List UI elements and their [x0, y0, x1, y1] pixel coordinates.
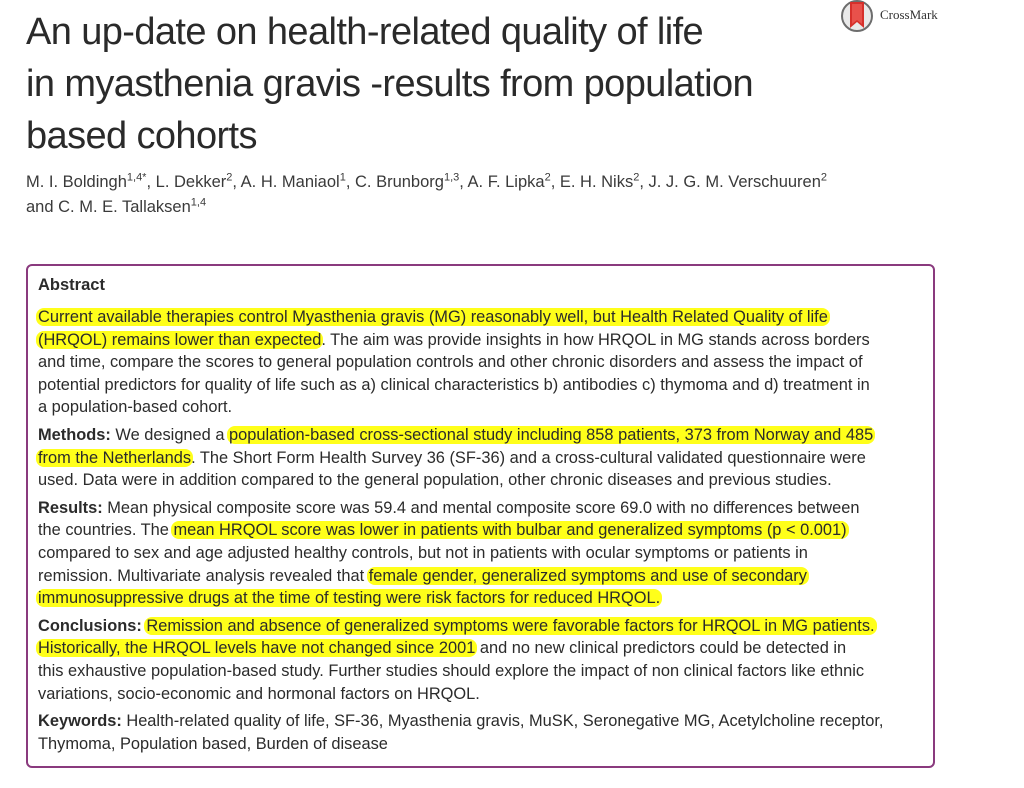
author-name: C. M. E. Tallaksen: [58, 198, 191, 216]
author-list: [26, 170, 926, 220]
author-name: L. Dekker: [155, 173, 227, 191]
abstract-conclusions: [38, 615, 931, 705]
highlighted-text: population-based cross-sectional study including 858 patients, 373 from Norway and 485: [229, 425, 874, 444]
keyword-list: Thymoma, Population based, Burden of disease: [38, 734, 388, 753]
author-affiliation: 1,4: [190, 196, 207, 209]
author-line-2: [26, 195, 926, 220]
author-line-1: M. I. Boldingh$^{1,4*}$, L. Dekker$^2$, A. H. Maniaol$^1$, C. Brunborg$^{1,3}$, A. F. Lipka$^2$, E. H. Niks$^2$, J. J. G. M. Verschuuren$^2$: [26, 171, 828, 191]
section-label: Conclusions:: [38, 616, 142, 635]
title-line-2: in myasthenia gravis -results from population: [26, 63, 754, 105]
abstract-text: and time, compare the scores to general population controls and other chronic disorders and assess the impact of: [38, 353, 863, 372]
author-name: J. J. G. M. Verschuuren: [648, 173, 821, 191]
author-affiliation: 2: [226, 171, 233, 184]
abstract-text: compared to sex and age adjusted healthy controls, but not in patients with ocular symptoms or patients in: [38, 543, 808, 562]
section-label: Results:: [38, 498, 103, 517]
section-label: Keywords:: [38, 712, 122, 731]
crossmark-badge[interactable]: [840, 0, 938, 34]
highlighted-text: (HRQOL) remains lower than expected: [38, 330, 322, 349]
author-affiliation: 1,3: [443, 171, 460, 184]
author-name: A. F. Lipka: [467, 173, 545, 191]
author-name: E. H. Niks: [559, 173, 634, 191]
author-and: and: [26, 198, 54, 216]
author-name: A. H. Maniaol: [240, 173, 340, 191]
abstract-text: remission. Multivariate analysis revealed that: [38, 566, 365, 585]
abstract-text: potential predictors for quality of life such as a) clinical characteristics b) antibodies c) thymoma and d) treatment in: [38, 375, 870, 394]
abstract-text: Mean physical composite score was 59.4 and mental composite score 69.0 with no differences between: [107, 498, 860, 517]
keyword-list: Health-related quality of life, SF-36, Myasthenia gravis, MuSK, Seronegative MG, Acetylcholine receptor,: [126, 712, 884, 731]
highlighted-text: female gender, generalized symptoms and use of secondary: [368, 566, 807, 585]
abstract-text: used. Data were in addition compared to the general population, other chronic diseases and previous studies.: [38, 471, 832, 490]
abstract-text: variations, socio-economic and hormonal factors on HRQOL.: [38, 684, 480, 703]
abstract-text: . The aim was provide insights in how HRQOL in MG stands across borders: [321, 330, 870, 349]
abstract-background: [38, 306, 931, 419]
abstract-content: [38, 274, 931, 760]
highlighted-text: Remission and absence of generalized symptoms were favorable factors for HRQOL in MG patients.: [146, 616, 875, 635]
author-affiliation: 2: [544, 171, 551, 184]
highlighted-text: Historically, the HRQOL levels have not changed since 2001: [38, 639, 476, 658]
abstract-methods: [38, 424, 931, 492]
crossmark-label: CrossMark: [880, 7, 938, 22]
highlighted-text: Current available therapies control Myasthenia gravis (MG) reasonably well, but Health Related Quality of life: [38, 308, 828, 326]
highlighted-text: from the Netherlands: [38, 448, 192, 467]
abstract-text: this exhaustive population-based study. Further studies should explore the impact of non clinical factors like ethnic: [38, 661, 865, 680]
title-line-3: based cohorts: [26, 115, 257, 157]
author-affiliation: 1,4*: [126, 171, 147, 184]
abstract-heading: Abstract: [38, 276, 105, 294]
highlighted-text: mean HRQOL score was lower in patients with bulbar and generalized symptoms (p < 0.001): [173, 521, 847, 540]
author-affiliation: 2: [633, 171, 640, 184]
abstract-keywords: [38, 710, 931, 755]
abstract-results: [38, 497, 931, 610]
title-line-1: An up-date on health-related quality of life: [26, 11, 704, 53]
abstract-text: a population-based cohort.: [38, 398, 233, 417]
author-name: M. I. Boldingh: [26, 173, 127, 191]
crossmark-icon: [840, 0, 876, 34]
abstract-box: [26, 264, 935, 768]
abstract-text: We designed a: [115, 425, 225, 444]
author-affiliation: 1: [339, 171, 346, 184]
author-affiliation: 2: [820, 171, 828, 184]
author-name: C. Brunborg: [354, 173, 444, 191]
abstract-text: the countries. The: [38, 521, 169, 540]
section-label: Methods:: [38, 425, 111, 444]
highlighted-text: immunosuppressive drugs at the time of testing were risk factors for reduced HRQOL.: [38, 589, 661, 608]
abstract-text: and no new clinical predictors could be detected in: [479, 639, 847, 658]
article-title: [26, 6, 846, 162]
abstract-text: . The Short Form Health Survey 36 (SF-36) and a cross-cultural validated questionnaire were: [191, 448, 866, 467]
